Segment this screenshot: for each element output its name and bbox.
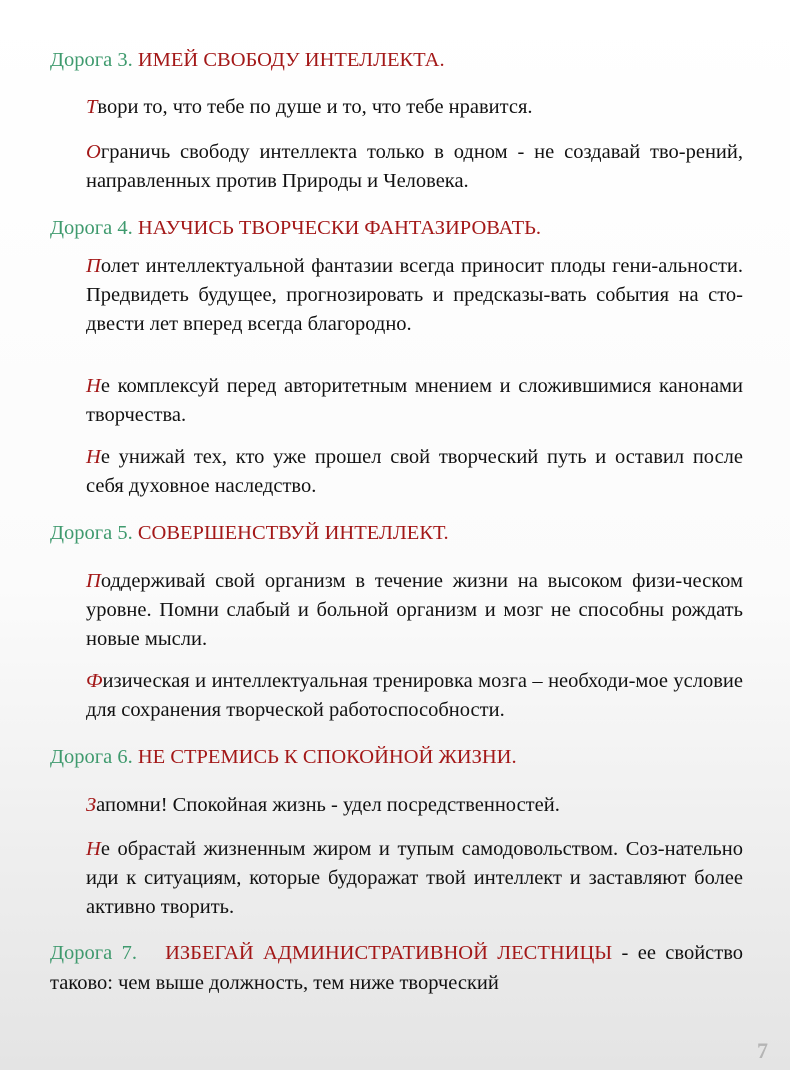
paragraph-text: е унижай тех, кто уже прошел свой творческий путь и оставил после себя духовное наследство. xyxy=(86,446,743,497)
road-6-paragraph-1 xyxy=(86,791,743,820)
road-7-label: Дорога 7. xyxy=(50,942,137,964)
drop-cap: П xyxy=(86,255,101,277)
drop-cap: О xyxy=(86,141,101,163)
road-3-paragraph-1 xyxy=(86,93,743,122)
road-6-title: НЕ СТРЕМИСЬ К СПОКОЙНОЙ ЖИЗНИ. xyxy=(137,746,517,768)
road-6-paragraph-2 xyxy=(86,835,743,922)
road-3-label: Дорога 3. xyxy=(50,49,133,71)
road-7-heading xyxy=(50,938,743,998)
road-7-text: - ее свойство таково: чем выше должность, тем ниже творческий xyxy=(50,942,744,994)
road-4-heading xyxy=(50,214,743,242)
road-4-paragraph-3 xyxy=(86,443,743,501)
drop-cap: Н xyxy=(86,838,101,860)
paragraph-text: е комплексуй перед авторитетным мнением и сложившимися канонами творчества. xyxy=(86,375,743,426)
road-6-label: Дорога 6. xyxy=(50,746,133,768)
page-number: 7 xyxy=(757,1038,768,1063)
road-3-paragraph-2 xyxy=(86,138,743,196)
drop-cap: Н xyxy=(86,446,101,468)
road-4-paragraph-2 xyxy=(86,372,743,430)
road-4-paragraph-1 xyxy=(86,252,743,339)
drop-cap: Ф xyxy=(86,670,103,692)
drop-cap: Н xyxy=(86,375,101,397)
road-5-paragraph-2 xyxy=(86,667,743,725)
road-6-heading xyxy=(50,743,743,771)
paragraph-text: олет интеллектуальной фантазии всегда приносит плоды гени-альности. Предвидеть будущее, прогнозировать и предсказы-вать события на сто-двести лет вперед всегда благородно. xyxy=(86,255,743,335)
paragraph-text: апомни! Спокойная жизнь - удел посредственностей. xyxy=(96,794,560,816)
paragraph-text: вори то, что тебе по душе и то, что тебе нравится. xyxy=(97,96,533,118)
road-5-label: Дорога 5. xyxy=(50,522,133,544)
drop-cap: З xyxy=(86,794,97,816)
road-5-title: СОВЕРШЕНСТВУЙ ИНТЕЛЛЕКТ. xyxy=(137,522,449,544)
paragraph-text: е обрастай жизненным жиром и тупым самодовольством. Соз-нательно иди к ситуациям, которые будоражат твой интеллект и заставляют более активно творить. xyxy=(86,838,743,918)
drop-cap: П xyxy=(86,570,101,592)
drop-cap: Т xyxy=(86,96,98,118)
paragraph-text: оддерживай свой организм в течение жизни на высоком физи-ческом уровне. Помни слабый и больной организм и мозг не способны рождать новые мысли. xyxy=(86,570,743,650)
road-3-heading xyxy=(50,46,743,74)
paragraph-text: изическая и интеллектуальная тренировка мозга – необходи-мое условие для сохранения творческой работоспособности. xyxy=(86,670,743,721)
road-5-paragraph-1 xyxy=(86,567,743,654)
road-3-title: ИМЕЙ СВОБОДУ ИНТЕЛЛЕКТА. xyxy=(137,49,445,71)
road-4-title: НАУЧИСЬ ТВОРЧЕСКИ ФАНТАЗИРОВАТЬ. xyxy=(137,217,542,239)
paragraph-text: граничь свободу интеллекта только в одном - не создавай тво-рений, направленных против Природы и Человека. xyxy=(86,141,743,192)
road-4-label: Дорога 4. xyxy=(50,217,133,239)
road-7-title: ИЗБЕГАЙ АДМИНИСТРАТИВНОЙ ЛЕСТНИЦЫ xyxy=(165,942,613,964)
road-5-heading xyxy=(50,519,743,547)
